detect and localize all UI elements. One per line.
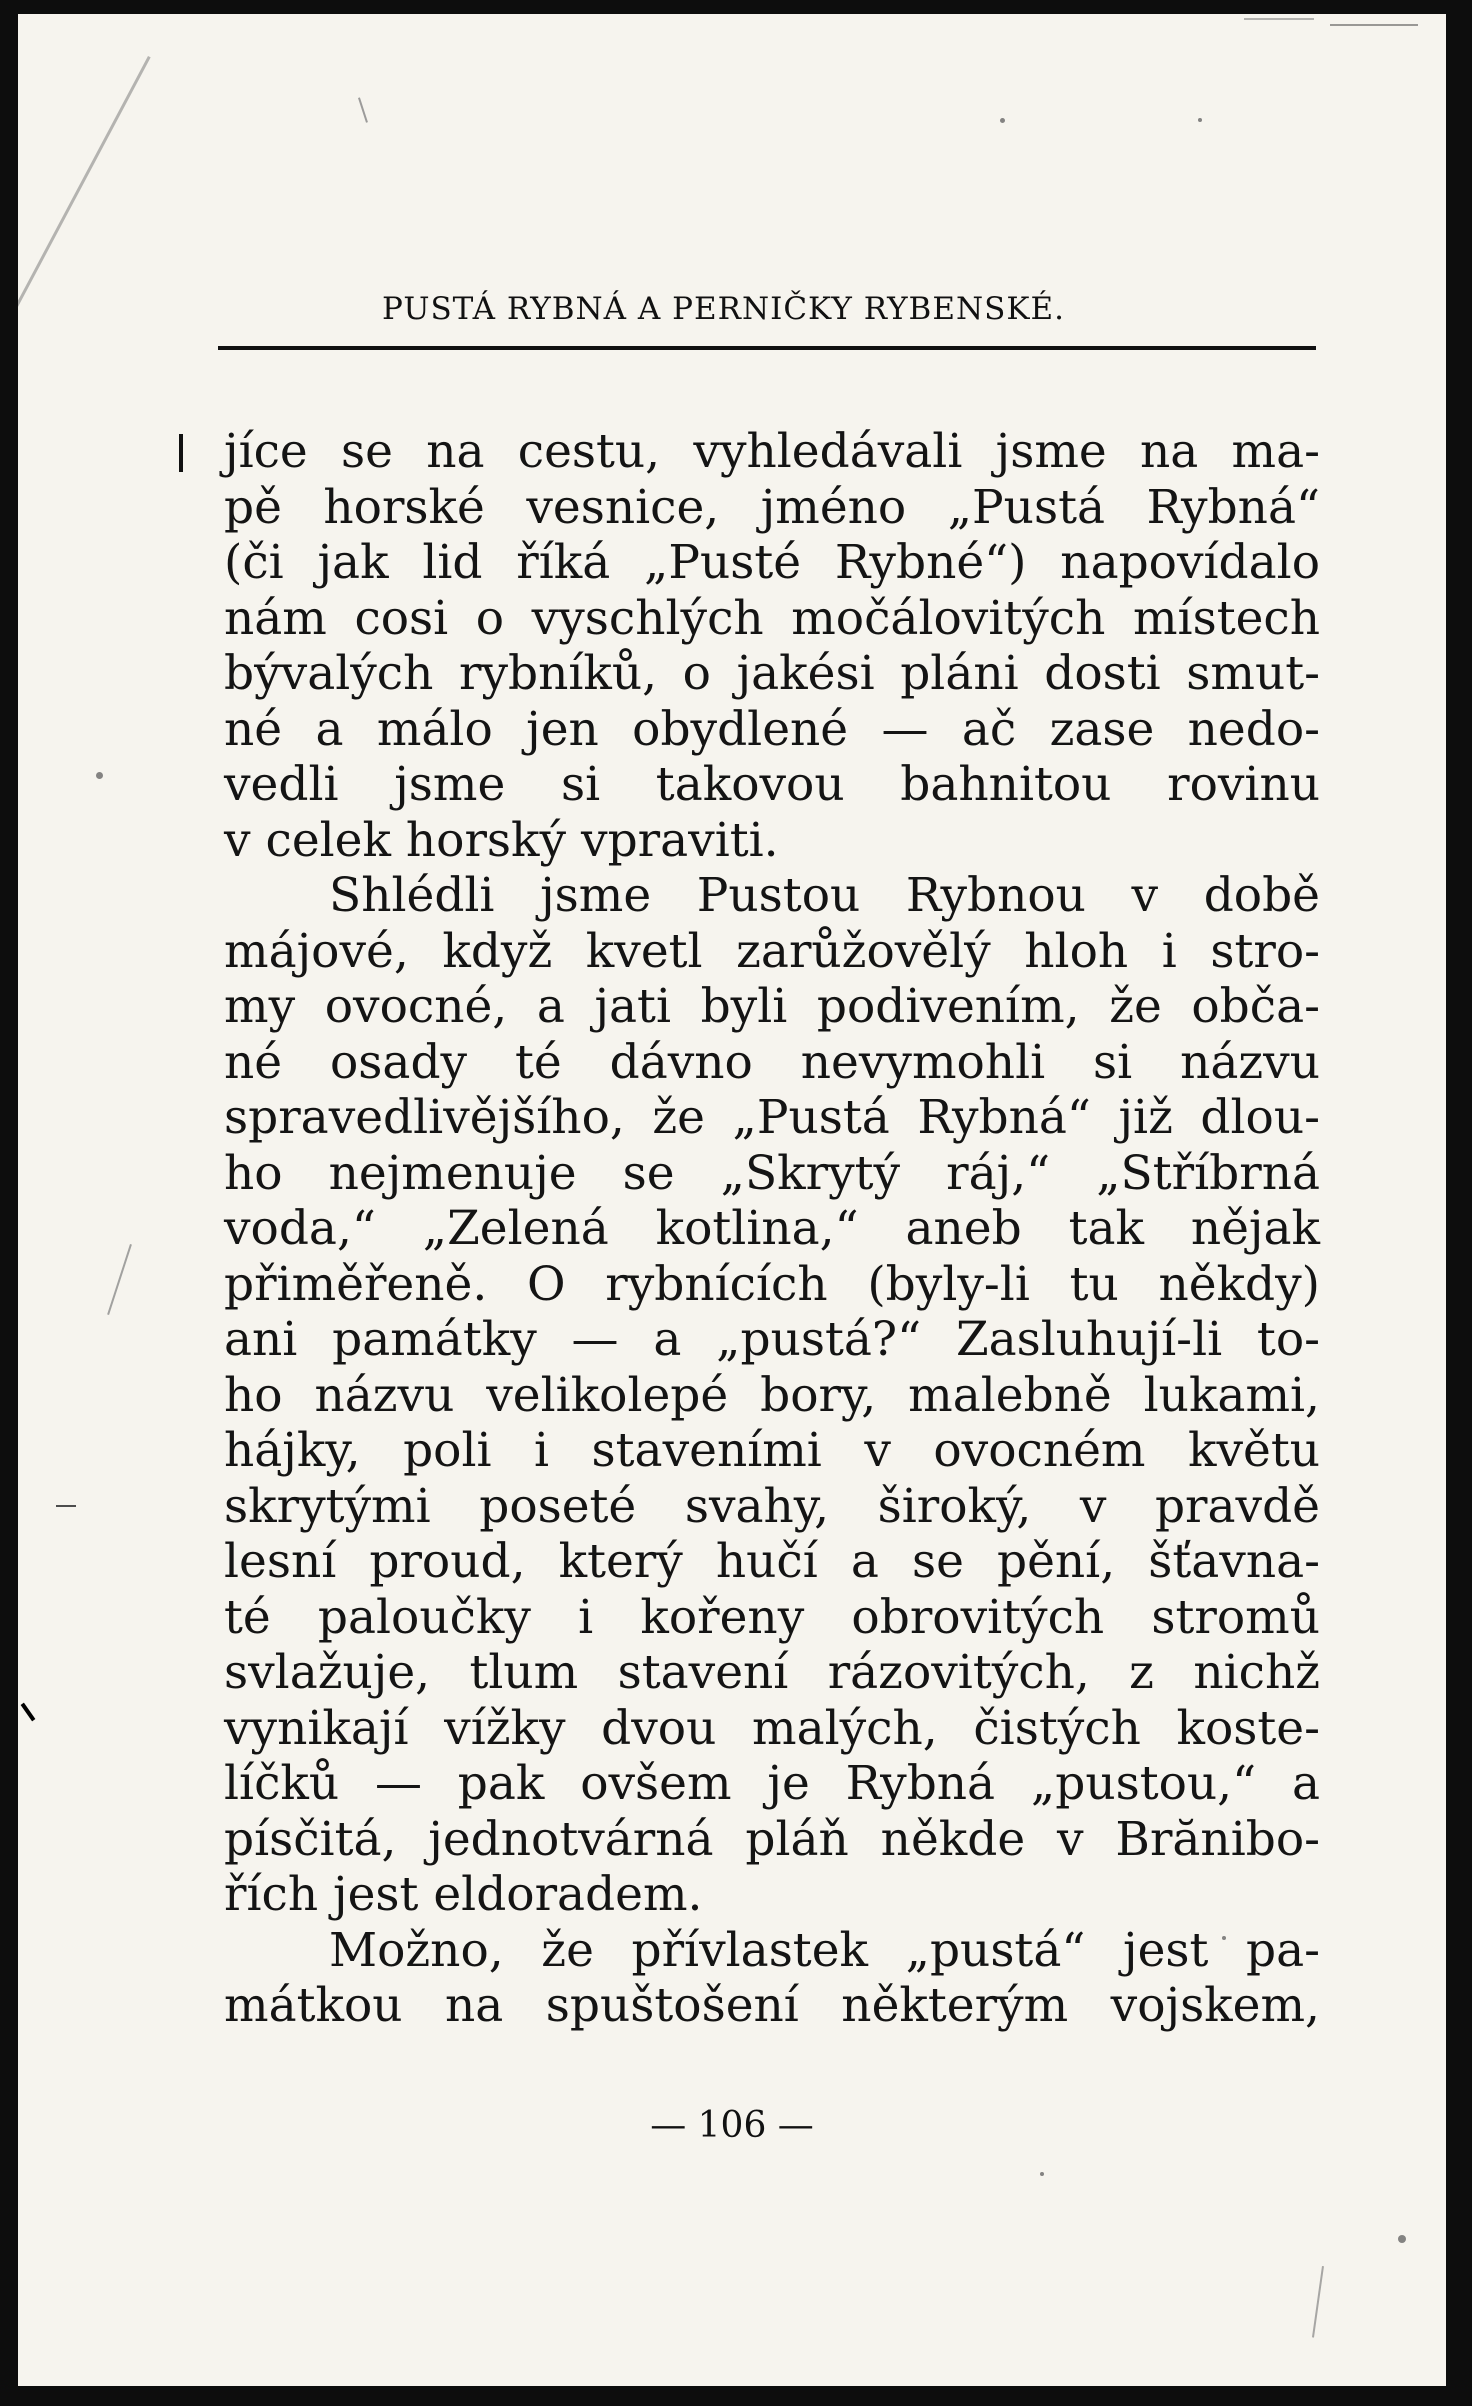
text-line: jíce se na cestu, vyhledávali jsme na ma- [224,424,1320,479]
scan-artifact-line [1312,2266,1324,2338]
text-line: přiměřeně. O rybnících (byly-li tu někdy) [224,1256,1320,1312]
text-line: vynikají vížky dvou malých, čistých koste- [224,1700,1320,1756]
text-line: svlažuje, tlum stavení rázovitých, z nichž [224,1645,1320,1700]
text-line: hájky, poli i staveními v ovocném květu [224,1423,1320,1478]
text-line: nám cosi o vyschlých močálovitých místech [224,590,1320,646]
scan-dust-mark [1040,2172,1044,2176]
text-line: ho názvu velikolepé bory, malebně lukami, [224,1367,1320,1423]
scan-artifact-dash [1244,18,1314,20]
text-line: ani památky — a „pustá?“ Zasluhují-li to- [224,1312,1320,1367]
scan-dust-mark [96,772,103,779]
text-line: Shlédli jsme Pustou Rybnou v době [329,868,1320,923]
scan-artifact-dash [1330,24,1418,26]
text-line: ho nejmenuje se „Skrytý ráj,“ „Stříbrná [224,1145,1320,1201]
text-line: pě horské vesnice, jméno „Pustá Rybná“ [224,479,1320,535]
text-line: (či jak lid říká „Pusté Rybné“) napovídalo [224,535,1320,590]
text-line: písčitá, jednotvárná pláň někde v Brănibo- [224,1811,1320,1867]
scan-artifact-line [18,56,151,344]
text-line: né osady té dávno nevymohli si názvu [224,1034,1320,1090]
text-line: májové, když kvetl zarůžovělý hloh i stro- [224,923,1320,979]
body-text [224,424,1320,2034]
text-line: Možno, že přívlastek „pustá“ jest pa- [329,1922,1320,1978]
text-line: mátkou na spuštošení některým vojskem, [224,1978,1320,2033]
scan-artifact-mark [21,1703,36,1722]
text-line: vedli jsme si takovou bahnitou rovinu [224,757,1320,812]
text-line: spravedlivějšího, že „Pustá Rybná“ již dlou- [224,1090,1320,1145]
scan-dust-mark [1000,118,1005,123]
scanned-book-page [18,14,1446,2386]
text-line: bývalých rybníků, o jakési pláni dosti smut- [224,646,1320,701]
scan-artifact-line [358,97,368,122]
scan-artifact-line [107,1244,132,1315]
scan-dust-mark [1398,2235,1406,2243]
text-line: voda,“ „Zelená kotlina,“ aneb tak nějak [224,1201,1320,1256]
text-line: té paloučky i kořeny obrovitých stromů [224,1589,1320,1645]
text-line: řích jest eldoradem. [224,1867,703,1922]
text-line: my ovocné, a jati byli podivením, že obča- [224,979,1320,1034]
text-line: né a málo jen obydlené — ač zase nedo- [224,701,1320,757]
running-head: PUSTÁ RYBNÁ A PERNIČKY RYBENSKÉ. [382,291,1065,327]
margin-mark [179,434,183,472]
scan-dust-mark [1198,118,1202,122]
page-number: — 106 — [650,2105,814,2146]
header-rule [218,346,1316,350]
text-line: v celek horský vpraviti. [224,812,779,868]
text-line: skrytými poseté svahy, široký, v pravdě [224,1478,1320,1534]
scan-artifact-dash [56,1505,76,1507]
text-line: líčků — pak ovšem je Rybná „pustou,“ a [224,1756,1320,1811]
text-line: lesní proud, který hučí a se pění, šťavna- [224,1534,1320,1589]
